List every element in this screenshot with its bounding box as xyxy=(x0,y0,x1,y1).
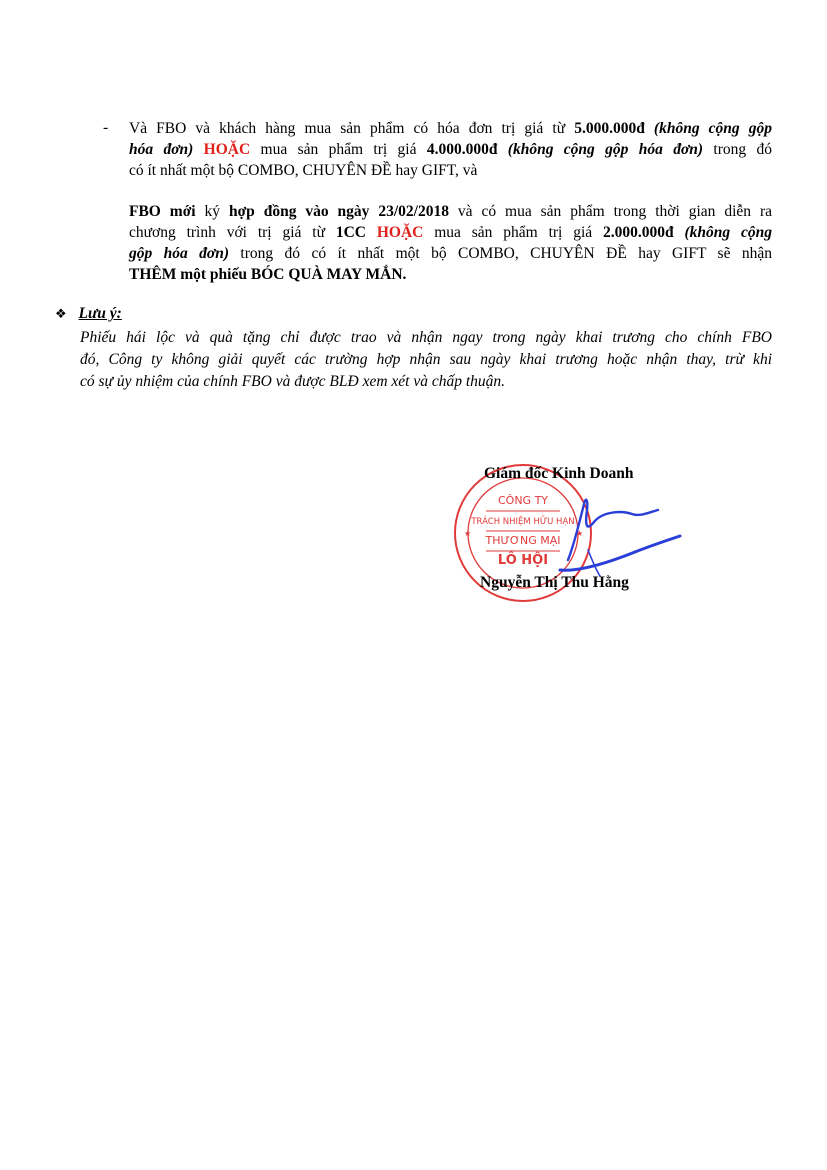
note-line-2: đó, Công ty không giải quyết các trường hợp nhận sau ngày khai trương hoặc nhận thay, trừ khi xyxy=(80,351,772,368)
para2-line-3 xyxy=(129,243,772,264)
note-heading xyxy=(55,305,122,323)
para2-line-1 xyxy=(129,201,772,222)
text: THÊM một phiếu xyxy=(129,266,247,283)
signer-title: Giám đốc Kinh Doanh xyxy=(484,465,634,482)
contract-date: hợp đồng vào ngày 23/02/2018 xyxy=(228,203,449,220)
amount-1cc: 1CC xyxy=(335,224,366,241)
text: (không cộng gộp hóa đơn) xyxy=(497,141,704,158)
signer-name: Nguyễn Thị Thu Hằng xyxy=(480,574,629,591)
text: và có mua sản phẩm trong thời gian diễn ra xyxy=(448,203,772,220)
bullet1-line-3: có ít nhất một bộ COMBO, CHUYÊN ĐỀ hay GIFT, và xyxy=(129,162,478,179)
stamp-line-2: TRÁCH NHIỆM HỮU HẠN xyxy=(471,517,575,527)
hoac-emphasis: HOẶC xyxy=(365,224,424,241)
bullet-dash: - xyxy=(103,119,109,136)
text: mua sản phẩm trị giá xyxy=(250,141,427,158)
text: mua sản phẩm trị giá xyxy=(423,224,603,241)
text: chương trình với trị giá từ xyxy=(129,224,336,241)
paragraph-2 xyxy=(129,201,772,285)
stamp-line-1: CÔNG TY xyxy=(497,494,549,507)
diamond-bullet-icon: ❖ xyxy=(55,307,67,322)
text: BÓC QUÀ MAY MẮN. xyxy=(246,266,407,283)
note-line-3: có sự ủy nhiệm của chính FBO và được BLĐ xem xét và chấp thuận. xyxy=(80,373,506,390)
stamp-line-3: THƯƠNG MẠI xyxy=(485,534,561,547)
note-title: Lưu ý: xyxy=(78,305,122,322)
text: Và FBO và khách hàng mua sản phẩm có hóa đơn trị giá từ xyxy=(129,120,575,137)
amount-2m: 2.000.000đ xyxy=(603,224,674,241)
bullet1-line-1 xyxy=(129,118,772,139)
handwritten-signature xyxy=(540,490,685,580)
bullet1-line-2 xyxy=(129,139,772,160)
text: gộp hóa đơn) xyxy=(129,245,230,262)
text: hóa đơn) xyxy=(129,141,194,158)
stamp-line-4: LÔ HỘI xyxy=(497,553,549,568)
note-line-1: Phiếu hái lộc và quà tặng chỉ được trao và nhận ngay trong ngày khai trương cho chính FBO xyxy=(80,329,772,346)
amount-5m: 5.000.000đ xyxy=(574,120,645,137)
para2-line-4 xyxy=(129,264,772,285)
amount-4m: 4.000.000đ xyxy=(426,141,498,158)
stamp-star-icon: ★ xyxy=(464,529,472,538)
text: FBO mới xyxy=(129,203,196,220)
text: trong đó xyxy=(703,141,773,158)
text: ký xyxy=(195,203,229,220)
text: (không cộng xyxy=(673,224,772,241)
stamp-star-icon: ★ xyxy=(576,529,584,538)
text: trong đó có ít nhất một bộ COMBO, CHUYÊN ĐỀ hay GIFT sẽ nhận xyxy=(229,245,772,262)
note-body xyxy=(80,327,772,393)
para2-line-2 xyxy=(129,222,772,243)
bullet-paragraph-1 xyxy=(129,118,772,181)
hoac-emphasis: HOẶC xyxy=(193,141,251,158)
text: (không cộng gộp xyxy=(644,120,773,137)
